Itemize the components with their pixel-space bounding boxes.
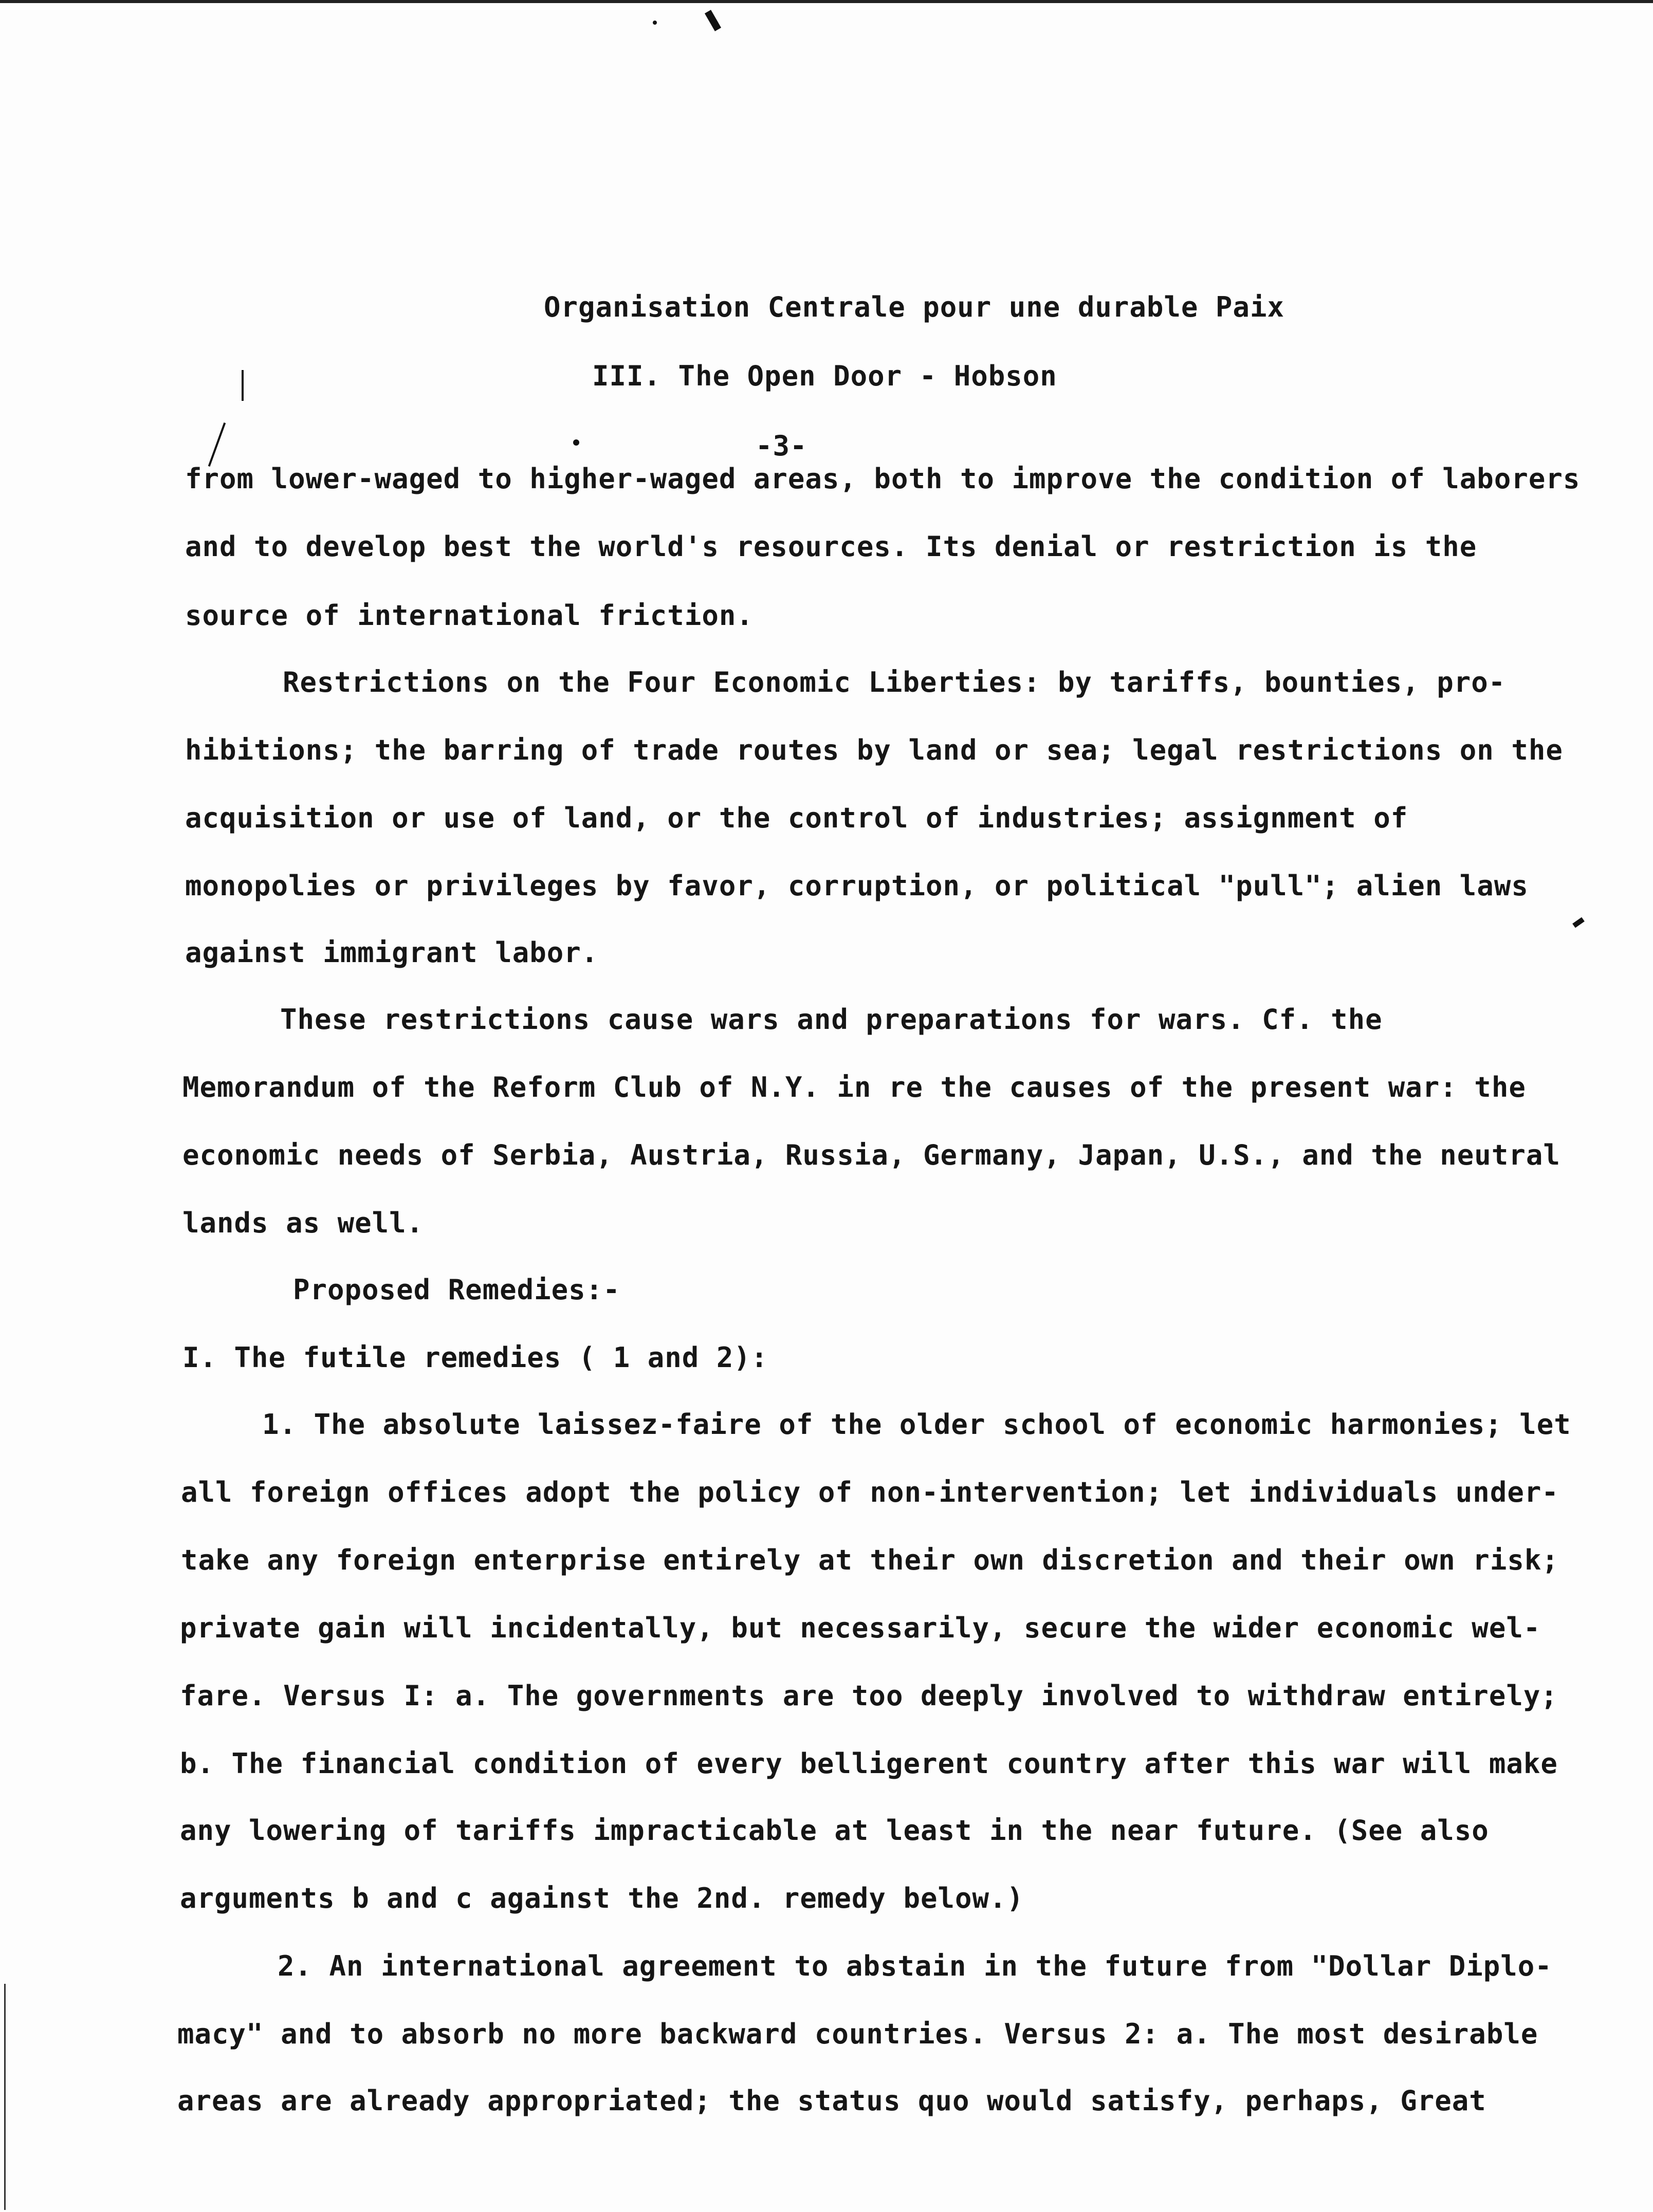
scan-mark — [1572, 917, 1585, 928]
scan-mark — [208, 422, 226, 467]
text-line: take any foreign enterprise entirely at their own discretion and their own risk; — [181, 1544, 1559, 1576]
text-line: hibitions; the barring of trade routes by land or sea; legal restrictions on the — [185, 734, 1563, 766]
text-line: Restrictions on the Four Economic Liberties: by tariffs, bounties, pro- — [283, 666, 1506, 698]
scan-mark — [653, 21, 657, 25]
text-line: areas are already appropriated; the status quo would satisfy, perhaps, Great — [177, 2085, 1486, 2117]
text-line: 2. An international agreement to abstain in the future from "Dollar Diplo- — [278, 1950, 1552, 1982]
scan-top-edge — [0, 0, 1653, 3]
document-title: Organisation Centrale pour une durable Paix — [544, 291, 1284, 323]
section-heading: III. The Open Door - Hobson — [592, 360, 1057, 392]
text-line: macy" and to absorb no more backward countries. Versus 2: a. The most desirable — [177, 2018, 1538, 2050]
text-line: Memorandum of the Reform Club of N.Y. in re the causes of the present war: the — [182, 1071, 1526, 1103]
page-number: -3- — [756, 430, 807, 462]
scan-mark — [242, 370, 244, 401]
text-line: economic needs of Serbia, Austria, Russia, Germany, Japan, U.S., and the neutral — [182, 1139, 1560, 1171]
text-line: private gain will incidentally, but necessarily, secure the wider economic wel- — [180, 1612, 1541, 1644]
scan-mark — [705, 10, 721, 31]
text-line: monopolies or privileges by favor, corruption, or political "pull"; alien laws — [185, 870, 1529, 902]
scan-mark — [573, 439, 579, 446]
text-line: b. The financial condition of every belligerent country after this war will make — [180, 1747, 1558, 1780]
text-line: all foreign offices adopt the policy of non-intervention; let individuals under- — [181, 1476, 1559, 1508]
text-line: 1. The absolute laissez-faire of the older school of economic harmonies; let — [262, 1408, 1571, 1441]
text-line: any lowering of tariffs impracticable at least in the near future. (See also — [180, 1814, 1489, 1847]
text-line: from lower-waged to higher-waged areas, both to improve the condition of laborers — [185, 463, 1581, 495]
text-line: lands as well. — [182, 1207, 424, 1239]
text-line: arguments b and c against the 2nd. remedy below.) — [180, 1882, 1024, 1914]
text-line: Proposed Remedies:- — [293, 1274, 620, 1306]
text-line: fare. Versus I: a. The governments are too deeply involved to withdraw entirely; — [180, 1680, 1558, 1712]
text-line: acquisition or use of land, or the control of industries; assignment of — [185, 802, 1408, 834]
text-line: I. The futile remedies ( 1 and 2): — [182, 1341, 768, 1374]
text-line: source of international friction. — [185, 599, 754, 632]
scan-left-edge — [4, 1984, 6, 2210]
text-line: These restrictions cause wars and preparations for wars. Cf. the — [280, 1003, 1383, 1036]
text-line: and to develop best the world's resources. Its denial or restriction is the — [185, 530, 1477, 563]
text-line: against immigrant labor. — [185, 936, 599, 969]
